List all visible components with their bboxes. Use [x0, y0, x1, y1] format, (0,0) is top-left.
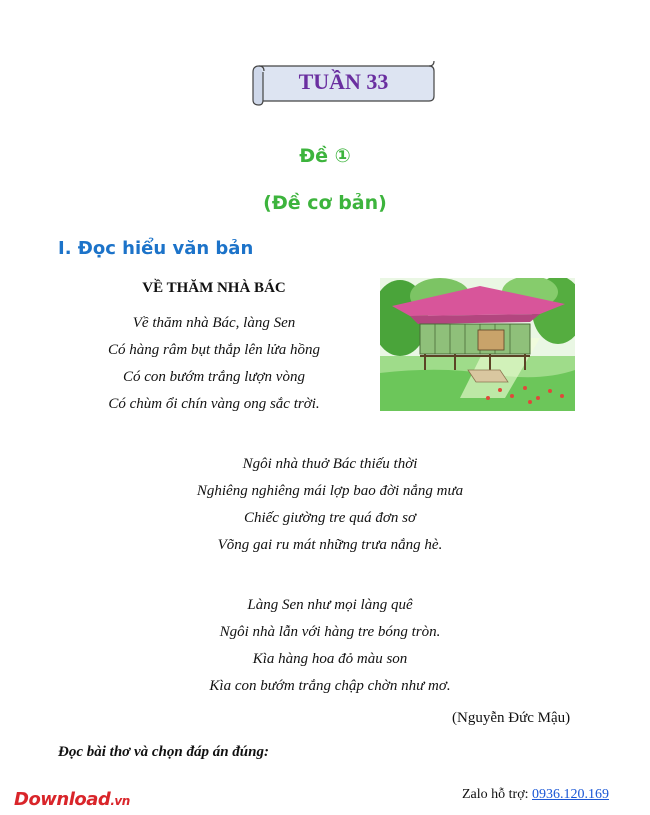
house-picture-icon: [380, 278, 575, 411]
poem-line: Ngôi nhà thuở Bác thiếu thời: [242, 456, 418, 472]
poem-line: Về thăm nhà Bác, làng Sen: [132, 315, 296, 331]
poem-line: Làng Sen như mọi làng quê: [247, 597, 413, 613]
poem-line: Có hàng râm bụt thắp lên lửa hồng: [108, 342, 320, 358]
week-title: TUẦN 33: [298, 69, 389, 94]
poem-line: Võng gai ru mát những trưa nắng hè.: [217, 537, 443, 553]
logo-main: Download: [14, 789, 111, 810]
exam-level: (Đề cơ bản): [263, 192, 387, 214]
exam-number: Đề ①: [299, 145, 351, 167]
section-title: I. Đọc hiểu văn bản: [58, 238, 254, 259]
poem-stanza-3: [160, 592, 500, 700]
poem-line: Có chùm ổi chín vàng ong sắc trời.: [108, 396, 320, 412]
zalo-support: [462, 787, 609, 803]
poem-author: (Nguyễn Đức Mậu): [452, 710, 571, 726]
poem-line: Có con bướm trắng lượn vòng: [123, 369, 305, 385]
poem-line: Nghiêng nghiêng mái lợp bao đời nắng mưa: [196, 483, 464, 499]
download-logo: [14, 789, 130, 810]
poem-stanza-2: [160, 451, 500, 559]
poem-line: Kìa con bướm trắng chập chờn như mơ.: [209, 678, 451, 694]
zalo-label: Zalo hỗ trợ:: [462, 787, 532, 802]
title-banner: [251, 60, 436, 106]
stilt-house-illustration: [380, 278, 575, 411]
logo-tld: .vn: [110, 794, 130, 808]
poem-line: Ngôi nhà lẫn với hàng tre bóng tròn.: [219, 624, 441, 640]
poem-stanza-1: [89, 310, 339, 418]
poem-line: Chiếc giường tre quá đơn sơ: [243, 510, 417, 526]
poem-line: Kìa hàng hoa đỏ màu son: [252, 651, 408, 667]
zalo-phone-link[interactable]: 0936.120.169: [532, 787, 609, 802]
instruction-text: Đọc bài thơ và chọn đáp án đúng:: [58, 744, 269, 760]
poem-title: VỀ THĂM NHÀ BÁC: [142, 280, 286, 296]
